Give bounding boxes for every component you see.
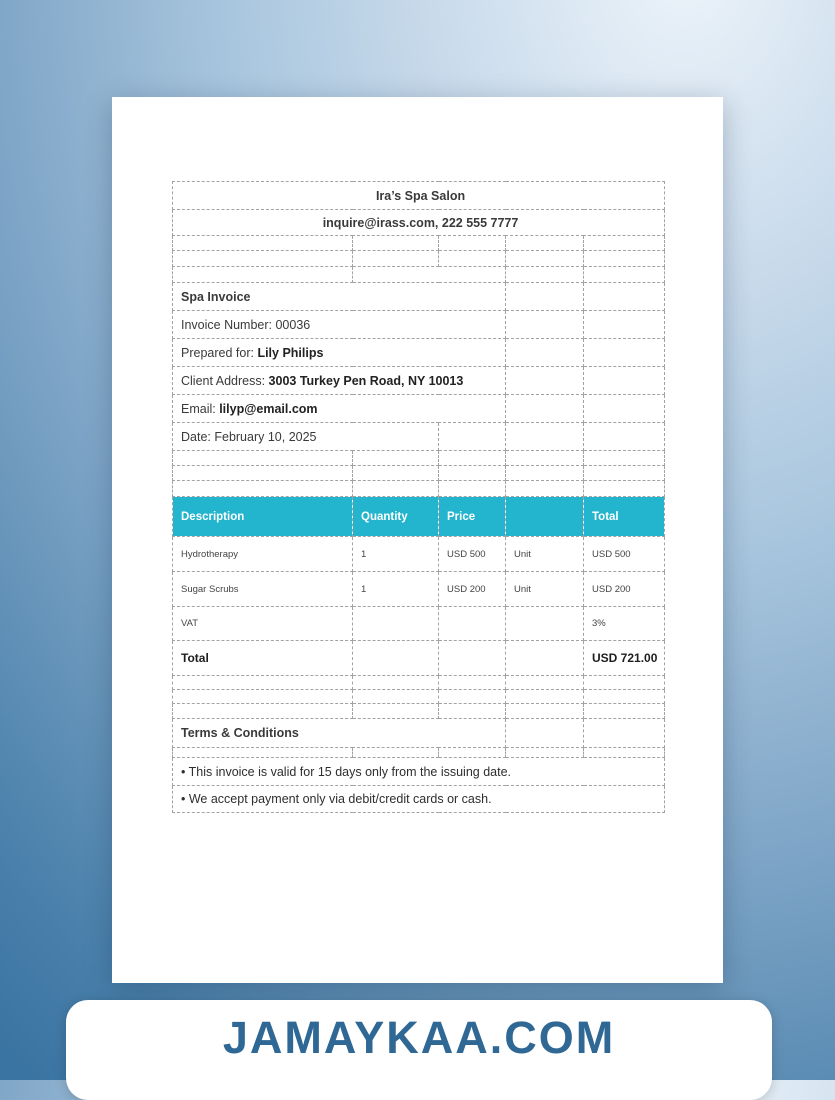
empty-cell bbox=[506, 748, 584, 758]
invoice-date-value: February 10, 2025 bbox=[214, 429, 317, 444]
header-quantity: Quantity bbox=[353, 497, 439, 537]
salon-name-row bbox=[173, 182, 665, 210]
empty-cell bbox=[439, 641, 506, 676]
header-price: Price bbox=[439, 497, 506, 537]
item-row bbox=[173, 537, 665, 572]
empty-cell bbox=[506, 339, 584, 367]
spacer-row bbox=[173, 267, 665, 283]
empty-cell bbox=[439, 748, 506, 758]
item-description: Sugar Scrubs bbox=[173, 572, 353, 607]
brand-watermark: JAMAYKAA.COM bbox=[222, 1012, 616, 1063]
terms-item-row bbox=[173, 758, 665, 786]
terms-item: • We accept payment only via debit/credit cards or cash. bbox=[173, 786, 665, 813]
empty-cell bbox=[173, 481, 353, 497]
invoice-number bbox=[173, 311, 506, 339]
header-total: Total bbox=[584, 497, 665, 537]
invoice-number-row bbox=[173, 311, 665, 339]
empty-cell bbox=[584, 395, 665, 423]
items-header-row bbox=[173, 497, 665, 537]
spacer-row bbox=[173, 236, 665, 251]
empty-cell bbox=[439, 236, 506, 251]
empty-cell bbox=[506, 466, 584, 481]
empty-cell bbox=[506, 283, 584, 311]
client-address bbox=[173, 367, 506, 395]
empty-cell bbox=[173, 676, 353, 690]
item-quantity: 1 bbox=[353, 537, 439, 572]
vat-row bbox=[173, 607, 665, 641]
empty-cell bbox=[439, 466, 506, 481]
empty-cell bbox=[353, 267, 506, 283]
empty-cell bbox=[353, 236, 439, 251]
empty-cell bbox=[584, 451, 665, 466]
empty-cell bbox=[439, 607, 506, 641]
empty-cell bbox=[506, 251, 584, 267]
salon-name: Ira’s Spa Salon bbox=[173, 182, 665, 210]
empty-cell bbox=[173, 748, 353, 758]
empty-cell bbox=[584, 466, 665, 481]
empty-cell bbox=[353, 641, 439, 676]
empty-cell bbox=[506, 367, 584, 395]
watermark-banner bbox=[66, 1000, 772, 1100]
empty-cell bbox=[439, 451, 506, 466]
client-email-label: Email: bbox=[181, 401, 220, 416]
empty-cell bbox=[584, 423, 665, 451]
empty-cell bbox=[173, 251, 353, 267]
empty-cell bbox=[506, 719, 584, 748]
section-title: Spa Invoice bbox=[173, 283, 506, 311]
empty-cell bbox=[584, 236, 665, 251]
client-email-row bbox=[173, 395, 665, 423]
vat-value: 3% bbox=[584, 607, 665, 641]
empty-cell bbox=[584, 311, 665, 339]
client-address-row bbox=[173, 367, 665, 395]
terms-item: • This invoice is valid for 15 days only from the issuing date. bbox=[173, 758, 665, 786]
grand-total-value: USD 721.00 bbox=[584, 641, 665, 676]
empty-cell bbox=[506, 704, 584, 719]
item-price: USD 200 bbox=[439, 572, 506, 607]
empty-cell bbox=[439, 690, 506, 704]
invoice-date-label: Date: bbox=[181, 429, 215, 444]
empty-cell bbox=[506, 607, 584, 641]
empty-cell bbox=[506, 423, 584, 451]
empty-cell bbox=[353, 481, 439, 497]
empty-cell bbox=[584, 676, 665, 690]
empty-cell bbox=[506, 676, 584, 690]
item-unit: Unit bbox=[506, 572, 584, 607]
empty-cell bbox=[353, 676, 439, 690]
empty-cell bbox=[584, 339, 665, 367]
empty-cell bbox=[353, 748, 439, 758]
empty-cell bbox=[584, 719, 665, 748]
grand-total-label: Total bbox=[173, 641, 353, 676]
empty-cell bbox=[353, 466, 439, 481]
spacer-row bbox=[173, 704, 665, 719]
empty-cell bbox=[506, 311, 584, 339]
empty-cell bbox=[173, 451, 353, 466]
empty-cell bbox=[506, 395, 584, 423]
spacer-row bbox=[173, 748, 665, 758]
item-unit: Unit bbox=[506, 537, 584, 572]
spacer-row bbox=[173, 481, 665, 497]
empty-cell bbox=[173, 236, 353, 251]
prepared-for-label: Prepared for: bbox=[181, 345, 258, 360]
terms-item-row bbox=[173, 786, 665, 813]
empty-cell bbox=[173, 704, 353, 719]
vat-label: VAT bbox=[173, 607, 353, 641]
empty-cell bbox=[353, 451, 439, 466]
empty-cell bbox=[353, 251, 439, 267]
empty-cell bbox=[506, 481, 584, 497]
empty-cell bbox=[439, 251, 506, 267]
spacer-row bbox=[173, 451, 665, 466]
section-title-row bbox=[173, 283, 665, 311]
client-email-value: lilyp@email.com bbox=[219, 401, 318, 416]
empty-cell bbox=[584, 748, 665, 758]
item-description: Hydrotherapy bbox=[173, 537, 353, 572]
empty-cell bbox=[584, 690, 665, 704]
salon-contact: inquire@irass.com, 222 555 7777 bbox=[173, 210, 665, 236]
invoice-number-label: Invoice Number: bbox=[181, 317, 276, 332]
empty-cell bbox=[506, 641, 584, 676]
invoice-document bbox=[112, 97, 723, 983]
item-total: USD 200 bbox=[584, 572, 665, 607]
spacer-row bbox=[173, 251, 665, 267]
terms-heading: Terms & Conditions bbox=[173, 719, 506, 748]
item-quantity: 1 bbox=[353, 572, 439, 607]
header-unit bbox=[506, 497, 584, 537]
empty-cell bbox=[353, 704, 439, 719]
item-price: USD 500 bbox=[439, 537, 506, 572]
item-row bbox=[173, 572, 665, 607]
prepared-for-row bbox=[173, 339, 665, 367]
empty-cell bbox=[173, 466, 353, 481]
spacer-row bbox=[173, 676, 665, 690]
empty-cell bbox=[584, 704, 665, 719]
empty-cell bbox=[439, 704, 506, 719]
empty-cell bbox=[584, 481, 665, 497]
invoice-number-value: 00036 bbox=[275, 317, 311, 332]
invoice-date-row bbox=[173, 423, 665, 451]
client-address-value: 3003 Turkey Pen Road, NY 10013 bbox=[268, 373, 464, 388]
empty-cell bbox=[506, 690, 584, 704]
empty-cell bbox=[173, 690, 353, 704]
terms-heading-row bbox=[173, 719, 665, 748]
item-total: USD 500 bbox=[584, 537, 665, 572]
prepared-for bbox=[173, 339, 506, 367]
empty-cell bbox=[439, 676, 506, 690]
invoice-table bbox=[172, 181, 665, 813]
empty-cell bbox=[439, 481, 506, 497]
empty-cell bbox=[439, 423, 506, 451]
empty-cell bbox=[506, 451, 584, 466]
empty-cell bbox=[506, 236, 584, 251]
spacer-row bbox=[173, 690, 665, 704]
empty-cell bbox=[173, 267, 353, 283]
empty-cell bbox=[584, 367, 665, 395]
empty-cell bbox=[353, 690, 439, 704]
client-email bbox=[173, 395, 506, 423]
empty-cell bbox=[353, 607, 439, 641]
header-description: Description bbox=[173, 497, 353, 537]
empty-cell bbox=[584, 251, 665, 267]
empty-cell bbox=[506, 267, 584, 283]
contact-row bbox=[173, 210, 665, 236]
client-address-label: Client Address: bbox=[181, 373, 269, 388]
spacer-row bbox=[173, 466, 665, 481]
prepared-for-value: Lily Philips bbox=[257, 345, 324, 360]
empty-cell bbox=[584, 283, 665, 311]
invoice-date bbox=[173, 423, 439, 451]
grand-total-row bbox=[173, 641, 665, 676]
empty-cell bbox=[584, 267, 665, 283]
